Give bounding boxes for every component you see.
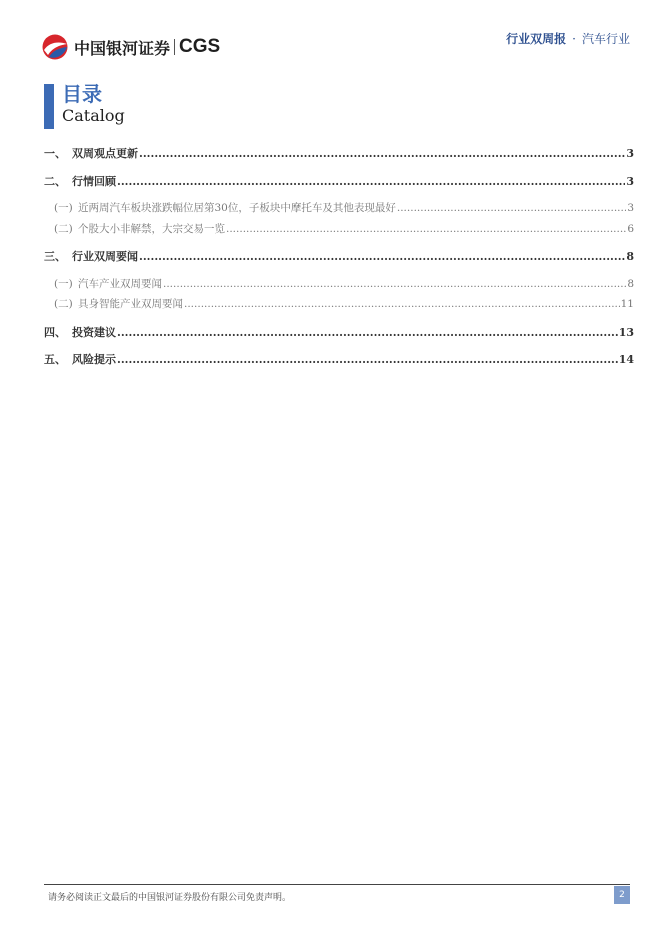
toc-label: 风险提示 [72,353,116,366]
report-category [506,30,630,47]
galaxy-logo-icon [40,33,70,61]
footer-divider [44,884,630,885]
toc-label: 具身智能产业双周要闻 [78,298,183,310]
toc-page: 3 [626,175,634,188]
toc-subentry[interactable] [44,296,634,311]
toc-leader [163,278,626,290]
logo-text-en: CGS [179,36,221,57]
toc-subentry[interactable] [44,221,634,236]
toc-page: 3 [627,202,634,214]
toc-subentry[interactable] [44,276,634,291]
toc-entry[interactable] [44,324,634,340]
toc-leader [184,298,620,310]
footer-disclaimer: 请务必阅读正文最后的中国银河证券股份有限公司免责声明。 [48,893,292,903]
toc-number: (一) [54,278,73,290]
toc-number: 一、 [44,147,66,160]
toc-page: 3 [626,147,634,160]
toc-leader [117,175,625,188]
toc-label: 汽车产业双周要闻 [78,278,162,290]
toc-entry[interactable] [44,173,634,189]
toc-subentry[interactable] [44,200,634,215]
page-subtitle: Catalog [62,106,125,125]
toc-leader [117,326,618,339]
toc-leader [397,202,626,214]
toc-number: 三、 [44,250,66,263]
toc-entry[interactable] [44,351,634,367]
toc-label: 近两周汽车板块涨跌幅位居第30位，子板块中摩托车及其他表现最好 [78,202,396,214]
toc-page: 11 [620,298,634,310]
toc-number: 二、 [44,175,66,188]
toc-label: 个股大小非解禁，大宗交易一览 [78,223,225,235]
page-title: 目录 [62,82,102,106]
toc-number: (一) [54,202,73,214]
toc-entry[interactable] [44,145,634,161]
toc-page: 13 [618,326,634,339]
toc-number: (二) [54,223,73,235]
company-logo [40,33,220,61]
toc-number: 五、 [44,353,66,366]
toc-label: 双周观点更新 [72,147,138,160]
toc-label: 投资建议 [72,326,116,339]
header-separator: · [572,32,576,46]
toc-page: 8 [626,250,634,263]
toc-leader [139,250,625,263]
toc-number: 四、 [44,326,66,339]
page-number: 2 [614,886,630,904]
toc-label: 行情回顾 [72,175,116,188]
toc-number: (二) [54,298,73,310]
logo-text-cn: 中国银河证券 [74,38,171,58]
logo-divider [174,39,175,55]
toc-leader [139,147,625,160]
toc-page: 8 [627,278,634,290]
toc-label: 行业双周要闻 [72,250,138,263]
toc-page: 6 [627,223,634,235]
report-type: 行业双周报 [506,32,567,46]
industry-name: 汽车行业 [581,32,630,46]
toc-entry[interactable] [44,248,634,264]
title-accent-bar [44,84,54,129]
toc-leader [117,353,618,366]
toc-leader [226,223,626,235]
toc-page: 14 [618,353,634,366]
